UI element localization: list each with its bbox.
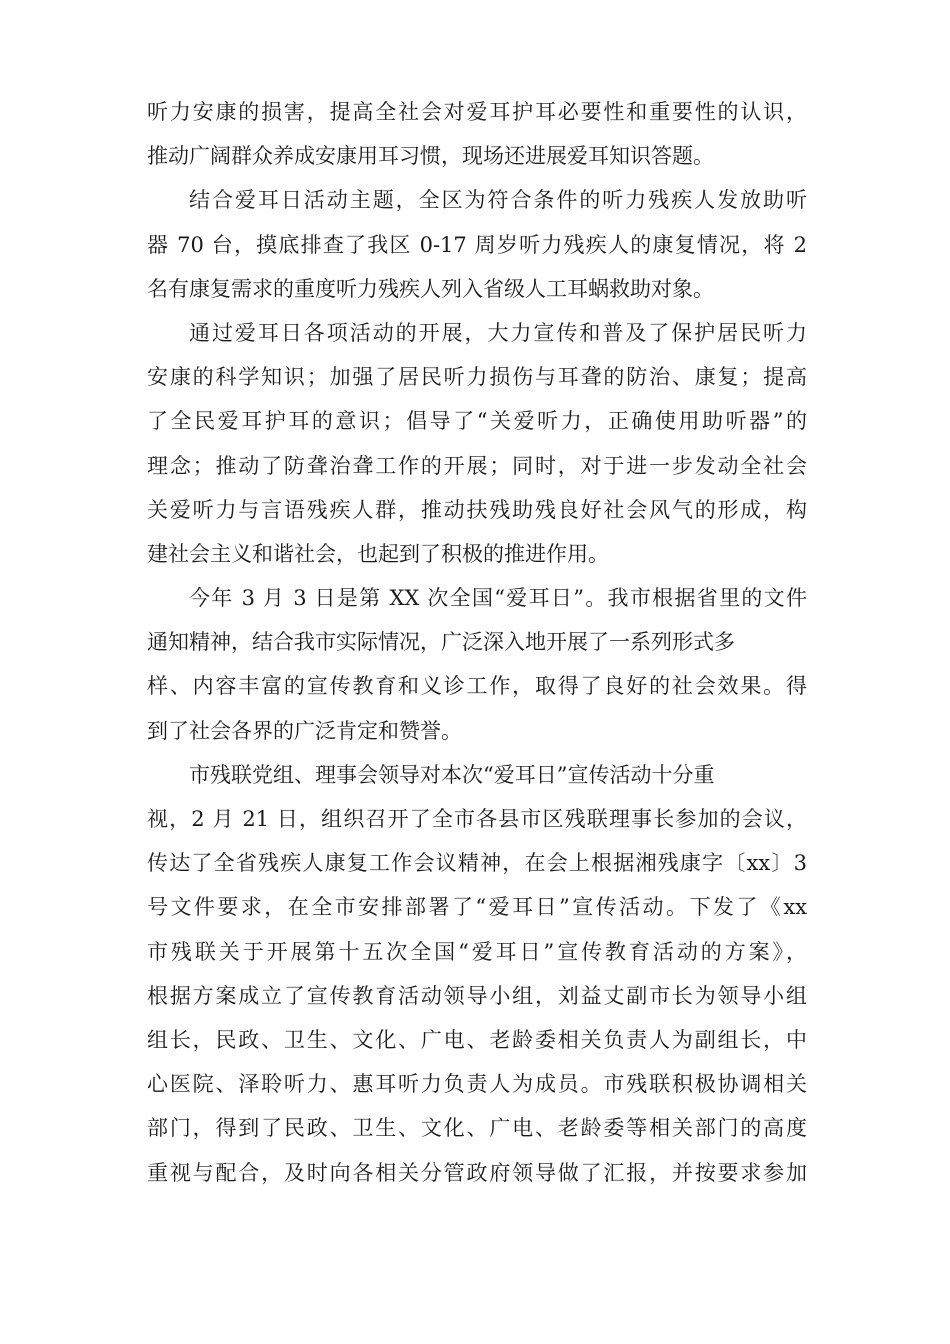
paragraph — [147, 178, 807, 311]
paragraph — [147, 311, 807, 576]
text-line: 了全民爱耳护耳的意识；倡导了“关爱听力，正确使用助听器”的 — [147, 409, 807, 434]
text-line: 结合爱耳日活动主题，全区为符合条件的听力残疾人发放助听 — [189, 188, 807, 213]
text-line: 心医院、泽聆听力、惠耳听力负责人为成员。市残联积极协调相关 — [147, 1072, 807, 1097]
text-line: 器 70 台，摸底排查了我区 0-17 周岁听力残疾人的康复情况，将 2 — [147, 232, 807, 257]
text-line: 今年 3 月 3 日是第 XX 次全国“爱耳日”。我市根据省里的文件 — [189, 586, 807, 611]
text-line: 样、内容丰富的宣传教育和义诊工作，取得了良好的社会效果。得 — [147, 674, 807, 699]
text-line: 建社会主义和谐社会，也起到了积极的推进作用。 — [147, 541, 609, 566]
text-line: 到了社会各界的广泛肯定和赞誉。 — [147, 718, 462, 743]
text-line: 号文件要求，在全市安排部署了“爱耳日”宣传活动。下发了《xx — [147, 895, 807, 920]
text-line: 听力安康的损害，提高全社会对爱耳护耳必要性和重要性的认识， — [147, 100, 807, 124]
text-line: 推动广阔群众养成安康用耳习惯，现场还进展爱耳知识答题。 — [147, 144, 714, 169]
paragraph — [147, 576, 807, 753]
text-line: 根据方案成立了宣传教育活动领导小组，刘益丈副市长为领导小组 — [147, 983, 807, 1008]
text-line: 组长，民政、卫生、文化、广电、老龄委相关负责人为副组长，中 — [147, 1027, 807, 1052]
text-line: 市残联关于开展第十五次全国“爱耳日”宣传教育活动的方案》， — [147, 939, 807, 964]
text-line: 通知精神，结合我市实际情况，广泛深入地开展了一系列形式多 — [147, 630, 735, 655]
text-line: 关爱听力与言语残疾人群，推动扶残助残良好社会风气的形成，构 — [147, 497, 807, 522]
text-line: 名有康复需求的重度听力残疾人列入省级人工耳蜗救助对象。 — [147, 276, 714, 301]
text-line: 重视与配合，及时向各相关分管政府领导做了汇报，并按要求参加 — [147, 1160, 807, 1185]
paragraph — [147, 753, 807, 1195]
text-line: 视，2 月 21 日，组织召开了全市各县市区残联理事长参加的会议， — [147, 807, 807, 831]
text-line: 传达了全省残疾人康复工作会议精神，在会上根据湘残康字〔xx〕3 — [147, 851, 807, 876]
text-line: 通过爱耳日各项活动的开展，大力宣传和普及了保护居民听力 — [189, 320, 807, 345]
text-line: 市残联党组、理事会领导对本次“爱耳日”宣传活动十分重 — [189, 762, 715, 787]
text-line: 部门，得到了民政、卫生、文化、广电、老龄委等相关部门的高度 — [147, 1116, 807, 1141]
text-line: 安康的科学知识；加强了居民听力损伤与耳聋的防治、康复；提高 — [147, 365, 807, 390]
body-text — [147, 90, 807, 1195]
text-line: 理念；推动了防聋治聋工作的开展；同时，对于进一步发动全社会 — [147, 453, 807, 478]
paragraph — [147, 90, 807, 178]
